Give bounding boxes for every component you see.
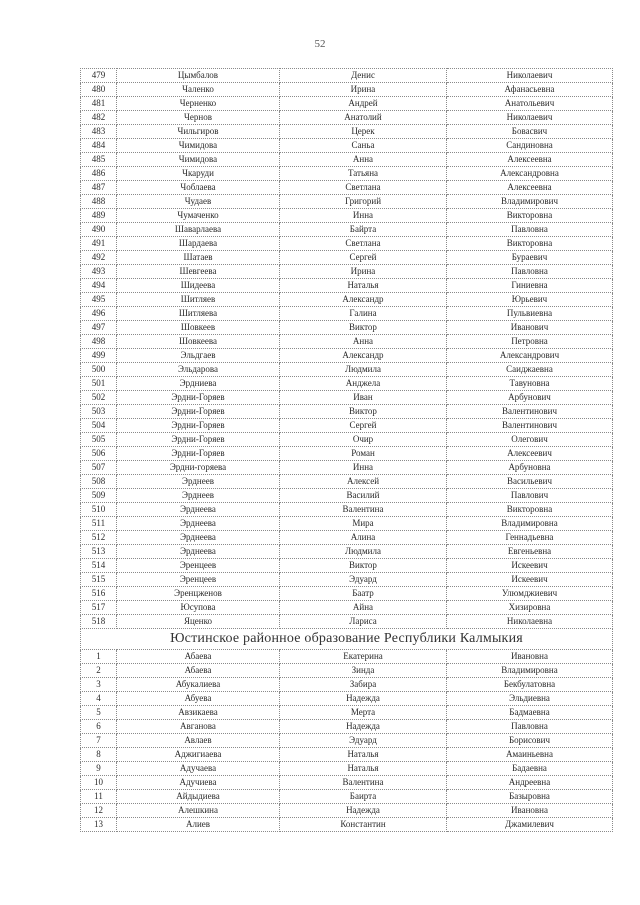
first-name-cell: Анна: [280, 335, 447, 349]
table-row: [81, 517, 613, 531]
patronymic-cell: Бовасвич: [447, 125, 613, 139]
patronymic-cell: Петровна: [447, 335, 613, 349]
table-row: [81, 125, 613, 139]
row-number-cell: 516: [81, 587, 117, 601]
row-number-cell: 499: [81, 349, 117, 363]
patronymic-cell: Валентинович: [447, 405, 613, 419]
row-number-cell: 494: [81, 279, 117, 293]
patronymic-cell: Афанасьевна: [447, 83, 613, 97]
surname-cell: Эренцеев: [117, 559, 280, 573]
surname-cell: Эрдниева: [117, 377, 280, 391]
first-name-cell: Баатр: [280, 587, 447, 601]
first-name-cell: Алексей: [280, 475, 447, 489]
row-number-cell: 497: [81, 321, 117, 335]
surname-cell: Черненко: [117, 97, 280, 111]
surname-cell: Адучаева: [117, 762, 280, 776]
first-name-cell: Иван: [280, 391, 447, 405]
first-name-cell: Людмила: [280, 363, 447, 377]
patronymic-cell: Борисович: [447, 734, 613, 748]
table-row: [81, 447, 613, 461]
patronymic-cell: Владимировна: [447, 517, 613, 531]
first-name-cell: Зинда: [280, 664, 447, 678]
table-row: [81, 139, 613, 153]
row-number-cell: 10: [81, 776, 117, 790]
first-name-cell: Айна: [280, 601, 447, 615]
table-row: [81, 503, 613, 517]
patronymic-cell: Викторовна: [447, 237, 613, 251]
row-number-cell: 11: [81, 790, 117, 804]
surname-cell: Эрднеев: [117, 475, 280, 489]
surname-cell: Яценко: [117, 615, 280, 629]
row-number-cell: 484: [81, 139, 117, 153]
patronymic-cell: Владимировна: [447, 664, 613, 678]
patronymic-cell: Олегович: [447, 433, 613, 447]
surname-cell: Эрднеева: [117, 531, 280, 545]
patronymic-cell: Андреевна: [447, 776, 613, 790]
first-name-cell: Валентина: [280, 776, 447, 790]
first-name-cell: Виктор: [280, 321, 447, 335]
first-name-cell: Забира: [280, 678, 447, 692]
patronymic-cell: Эльдиевна: [447, 692, 613, 706]
surname-cell: Эльдгаев: [117, 349, 280, 363]
patronymic-cell: Тавуновна: [447, 377, 613, 391]
first-name-cell: Саньа: [280, 139, 447, 153]
first-name-cell: Сергей: [280, 419, 447, 433]
row-number-cell: 481: [81, 97, 117, 111]
row-number-cell: 489: [81, 209, 117, 223]
table-row: [81, 265, 613, 279]
surname-cell: Цымбалов: [117, 69, 280, 83]
surname-cell: Юсупова: [117, 601, 280, 615]
first-name-cell: Татьяна: [280, 167, 447, 181]
surname-cell: Эрдни-Горяев: [117, 405, 280, 419]
surname-cell: Чумаченко: [117, 209, 280, 223]
table-row: [81, 489, 613, 503]
first-name-cell: Василий: [280, 489, 447, 503]
row-number-cell: 498: [81, 335, 117, 349]
patronymic-cell: Базыровна: [447, 790, 613, 804]
patronymic-cell: Бураевич: [447, 251, 613, 265]
table-row: [81, 664, 613, 678]
surname-cell: Эрднеева: [117, 545, 280, 559]
first-name-cell: Александр: [280, 349, 447, 363]
table-row: [81, 181, 613, 195]
first-name-cell: Григорий: [280, 195, 447, 209]
patronymic-cell: Николаевич: [447, 69, 613, 83]
patronymic-cell: Иванович: [447, 321, 613, 335]
table-row: [81, 615, 613, 629]
first-name-cell: Мерта: [280, 706, 447, 720]
section-title: Юстинское районное образование Республики Калмыкия: [81, 629, 613, 650]
row-number-cell: 491: [81, 237, 117, 251]
patronymic-cell: Пульвиевна: [447, 307, 613, 321]
surname-cell: Чкаруди: [117, 167, 280, 181]
table-row: [81, 391, 613, 405]
table-row: [81, 475, 613, 489]
row-number-cell: 502: [81, 391, 117, 405]
row-number-cell: 482: [81, 111, 117, 125]
table-row: [81, 363, 613, 377]
first-name-cell: Баирта: [280, 790, 447, 804]
table-row: [81, 377, 613, 391]
table-row: [81, 293, 613, 307]
surname-cell: Алиев: [117, 818, 280, 832]
surname-cell: Авзикаева: [117, 706, 280, 720]
table-row: [81, 433, 613, 447]
surname-cell: Эльдарова: [117, 363, 280, 377]
first-name-cell: Людмила: [280, 545, 447, 559]
surname-cell: Шитляев: [117, 293, 280, 307]
first-name-cell: Надежда: [280, 692, 447, 706]
table-row: [81, 573, 613, 587]
row-number-cell: 487: [81, 181, 117, 195]
surname-cell: Чильгиров: [117, 125, 280, 139]
surname-cell: Шовкеев: [117, 321, 280, 335]
surname-cell: Абукалиева: [117, 678, 280, 692]
patronymic-cell: Валентинович: [447, 419, 613, 433]
row-number-cell: 7: [81, 734, 117, 748]
row-number-cell: 1: [81, 650, 117, 664]
table-row: [81, 804, 613, 818]
surname-cell: Шидеева: [117, 279, 280, 293]
patronymic-cell: Алексеевна: [447, 153, 613, 167]
first-name-cell: Байрта: [280, 223, 447, 237]
patronymic-cell: Николаевна: [447, 615, 613, 629]
row-number-cell: 517: [81, 601, 117, 615]
row-number-cell: 8: [81, 748, 117, 762]
row-number-cell: 515: [81, 573, 117, 587]
table-row: [81, 405, 613, 419]
table-row: [81, 69, 613, 83]
section-header-row: [81, 629, 613, 650]
patronymic-cell: Павлович: [447, 489, 613, 503]
table-row: [81, 349, 613, 363]
surname-cell: Эрднеева: [117, 517, 280, 531]
surname-cell: Шовкеева: [117, 335, 280, 349]
first-name-cell: Лариса: [280, 615, 447, 629]
table-row: [81, 587, 613, 601]
patronymic-cell: Улюмджиевич: [447, 587, 613, 601]
table-row: [81, 307, 613, 321]
first-name-cell: Наталья: [280, 748, 447, 762]
register-rows-part2: [81, 650, 613, 832]
first-name-cell: Очир: [280, 433, 447, 447]
first-name-cell: Александр: [280, 293, 447, 307]
surname-cell: Шевгеева: [117, 265, 280, 279]
table-row: [81, 692, 613, 706]
row-number-cell: 486: [81, 167, 117, 181]
table-row: [81, 531, 613, 545]
row-number-cell: 485: [81, 153, 117, 167]
surname-cell: Абуева: [117, 692, 280, 706]
first-name-cell: Екатерина: [280, 650, 447, 664]
patronymic-cell: Бадаевна: [447, 762, 613, 776]
first-name-cell: Галина: [280, 307, 447, 321]
first-name-cell: Анна: [280, 153, 447, 167]
register-rows-part1: [81, 69, 613, 629]
row-number-cell: 518: [81, 615, 117, 629]
row-number-cell: 13: [81, 818, 117, 832]
first-name-cell: Инна: [280, 209, 447, 223]
patronymic-cell: Джамилевич: [447, 818, 613, 832]
patronymic-cell: Владимирович: [447, 195, 613, 209]
surname-cell: Чимидова: [117, 153, 280, 167]
patronymic-cell: Павловна: [447, 265, 613, 279]
row-number-cell: 512: [81, 531, 117, 545]
first-name-cell: Анджела: [280, 377, 447, 391]
surname-cell: Авлаев: [117, 734, 280, 748]
first-name-cell: Наталья: [280, 762, 447, 776]
table-row: [81, 762, 613, 776]
row-number-cell: 9: [81, 762, 117, 776]
table-row: [81, 818, 613, 832]
row-number-cell: 483: [81, 125, 117, 139]
first-name-cell: Эдуард: [280, 573, 447, 587]
surname-cell: Абаева: [117, 664, 280, 678]
row-number-cell: 6: [81, 720, 117, 734]
first-name-cell: Алина: [280, 531, 447, 545]
table-row: [81, 223, 613, 237]
first-name-cell: Андрей: [280, 97, 447, 111]
table-row: [81, 419, 613, 433]
surname-cell: Эрдни-горяева: [117, 461, 280, 475]
row-number-cell: 500: [81, 363, 117, 377]
page-number: 52: [314, 38, 326, 50]
surname-cell: Адучиева: [117, 776, 280, 790]
row-number-cell: 3: [81, 678, 117, 692]
table-row: [81, 545, 613, 559]
patronymic-cell: Александровна: [447, 167, 613, 181]
table-row: [81, 321, 613, 335]
row-number-cell: 488: [81, 195, 117, 209]
table-row: [81, 461, 613, 475]
surname-cell: Авганова: [117, 720, 280, 734]
surname-cell: Эрдни-Горяев: [117, 391, 280, 405]
surname-cell: Шаварлаева: [117, 223, 280, 237]
surname-cell: Чоблаева: [117, 181, 280, 195]
patronymic-cell: Геннадьевна: [447, 531, 613, 545]
table-row: [81, 720, 613, 734]
table-row: [81, 559, 613, 573]
row-number-cell: 510: [81, 503, 117, 517]
patronymic-cell: Алексеевич: [447, 447, 613, 461]
table-row: [81, 97, 613, 111]
patronymic-cell: Ивановна: [447, 804, 613, 818]
first-name-cell: Виктор: [280, 559, 447, 573]
first-name-cell: Инна: [280, 461, 447, 475]
patronymic-cell: Александрович: [447, 349, 613, 363]
surname-cell: Эрдни-Горяев: [117, 447, 280, 461]
row-number-cell: 493: [81, 265, 117, 279]
first-name-cell: Наталья: [280, 279, 447, 293]
first-name-cell: Эдуард: [280, 734, 447, 748]
row-number-cell: 495: [81, 293, 117, 307]
row-number-cell: 504: [81, 419, 117, 433]
table-row: [81, 601, 613, 615]
surname-cell: Чернов: [117, 111, 280, 125]
row-number-cell: 479: [81, 69, 117, 83]
row-number-cell: 506: [81, 447, 117, 461]
table-row: [81, 167, 613, 181]
patronymic-cell: Викторовна: [447, 209, 613, 223]
surname-cell: Абаева: [117, 650, 280, 664]
row-number-cell: 511: [81, 517, 117, 531]
table-row: [81, 335, 613, 349]
surname-cell: Чимидова: [117, 139, 280, 153]
patronymic-cell: Викторовна: [447, 503, 613, 517]
row-number-cell: 505: [81, 433, 117, 447]
row-number-cell: 507: [81, 461, 117, 475]
table-row: [81, 195, 613, 209]
table-row: [81, 153, 613, 167]
table-row: [81, 734, 613, 748]
table-row: [81, 209, 613, 223]
row-number-cell: 508: [81, 475, 117, 489]
table-row: [81, 650, 613, 664]
table-row: [81, 776, 613, 790]
patronymic-cell: Николаевич: [447, 111, 613, 125]
surname-cell: Эрднеев: [117, 489, 280, 503]
surname-cell: Чудаев: [117, 195, 280, 209]
row-number-cell: 509: [81, 489, 117, 503]
first-name-cell: Валентина: [280, 503, 447, 517]
row-number-cell: 496: [81, 307, 117, 321]
row-number-cell: 5: [81, 706, 117, 720]
patronymic-cell: Васильевич: [447, 475, 613, 489]
surname-cell: Айдыдиева: [117, 790, 280, 804]
row-number-cell: 4: [81, 692, 117, 706]
register-table: [80, 68, 613, 832]
surname-cell: Чаленко: [117, 83, 280, 97]
patronymic-cell: Гиниевна: [447, 279, 613, 293]
table-row: [81, 706, 613, 720]
patronymic-cell: Хизировна: [447, 601, 613, 615]
surname-cell: Алешкина: [117, 804, 280, 818]
row-number-cell: 514: [81, 559, 117, 573]
first-name-cell: Денис: [280, 69, 447, 83]
row-number-cell: 2: [81, 664, 117, 678]
table-row: [81, 748, 613, 762]
first-name-cell: Церек: [280, 125, 447, 139]
table-row: [81, 678, 613, 692]
first-name-cell: Мира: [280, 517, 447, 531]
patronymic-cell: Саиджаевна: [447, 363, 613, 377]
surname-cell: Эренцженов: [117, 587, 280, 601]
patronymic-cell: Ивановна: [447, 650, 613, 664]
first-name-cell: Ирина: [280, 265, 447, 279]
first-name-cell: Надежда: [280, 804, 447, 818]
first-name-cell: Роман: [280, 447, 447, 461]
row-number-cell: 501: [81, 377, 117, 391]
first-name-cell: Светлана: [280, 237, 447, 251]
table-row: [81, 790, 613, 804]
first-name-cell: Анатолий: [280, 111, 447, 125]
first-name-cell: Светлана: [280, 181, 447, 195]
patronymic-cell: Сандиновна: [447, 139, 613, 153]
patronymic-cell: Бадмаевна: [447, 706, 613, 720]
patronymic-cell: Алексеевна: [447, 181, 613, 195]
first-name-cell: Виктор: [280, 405, 447, 419]
first-name-cell: Ирина: [280, 83, 447, 97]
surname-cell: Шитляева: [117, 307, 280, 321]
patronymic-cell: Евгеньевна: [447, 545, 613, 559]
row-number-cell: 480: [81, 83, 117, 97]
surname-cell: Эрднеева: [117, 503, 280, 517]
patronymic-cell: Амаиньевна: [447, 748, 613, 762]
table-row: [81, 237, 613, 251]
patronymic-cell: Искеевич: [447, 559, 613, 573]
row-number-cell: 492: [81, 251, 117, 265]
patronymic-cell: Юрьевич: [447, 293, 613, 307]
surname-cell: Шатаев: [117, 251, 280, 265]
table-row: [81, 111, 613, 125]
first-name-cell: Константин: [280, 818, 447, 832]
patronymic-cell: Павловна: [447, 720, 613, 734]
patronymic-cell: Арбуновна: [447, 461, 613, 475]
patronymic-cell: Искеевич: [447, 573, 613, 587]
surname-cell: Эренцеев: [117, 573, 280, 587]
surname-cell: Эрдни-Горяев: [117, 433, 280, 447]
section-header-group: [81, 629, 613, 650]
table-row: [81, 251, 613, 265]
patronymic-cell: Анатольевич: [447, 97, 613, 111]
table-row: [81, 279, 613, 293]
patronymic-cell: Павловна: [447, 223, 613, 237]
surname-cell: Аджигиаева: [117, 748, 280, 762]
first-name-cell: Сергей: [280, 251, 447, 265]
row-number-cell: 503: [81, 405, 117, 419]
patronymic-cell: Арбунович: [447, 391, 613, 405]
row-number-cell: 490: [81, 223, 117, 237]
row-number-cell: 12: [81, 804, 117, 818]
surname-cell: Эрдни-Горяев: [117, 419, 280, 433]
row-number-cell: 513: [81, 545, 117, 559]
patronymic-cell: Бекбулатовна: [447, 678, 613, 692]
surname-cell: Шардаева: [117, 237, 280, 251]
first-name-cell: Надежда: [280, 720, 447, 734]
table-row: [81, 83, 613, 97]
